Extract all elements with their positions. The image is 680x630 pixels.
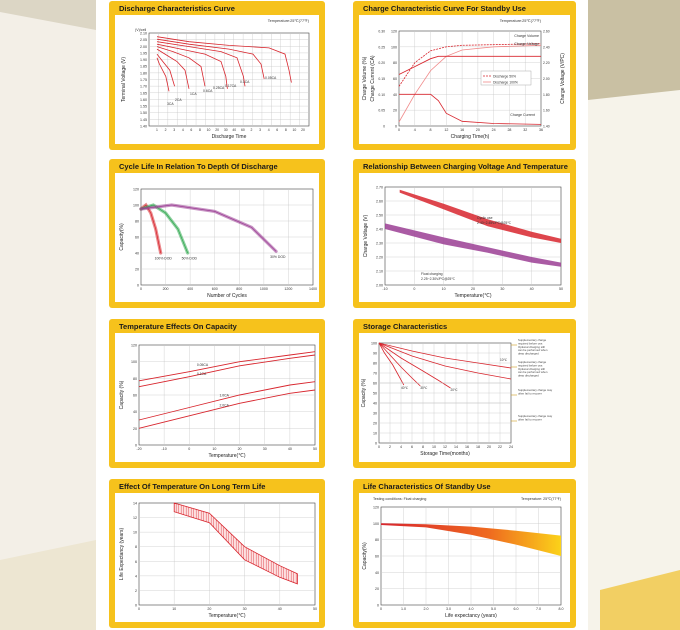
y-tick-label: 80 [135, 219, 139, 224]
x-axis-label: Discharge Time [211, 134, 247, 140]
x-tick-label: 1200 [284, 287, 293, 291]
y-tick-label: 2.20 [376, 255, 383, 260]
y-tick-label: 40 [375, 570, 379, 575]
y2-tick-label: 0.30 [378, 29, 385, 34]
life-title: Life Characteristics Of Standby Use [363, 482, 491, 491]
standby-chart-title: Charge Characteristic Curve For Standby Use [363, 4, 526, 13]
storage-title: Storage Characteristics [363, 322, 448, 331]
y-tick-label: 40 [393, 92, 397, 97]
charging-voltage-area [359, 173, 570, 302]
y-tick-label: 80 [133, 376, 137, 381]
x-tick-label: 30 [500, 287, 505, 291]
y-tick-label: 100 [131, 360, 137, 365]
y-tick-label: 60 [133, 393, 137, 398]
x-axis-label: Temperature(℃) [208, 453, 246, 459]
y-tick-label: 50 [373, 391, 377, 396]
life-panel [353, 479, 576, 628]
y-axis-label: Capacity (%) [361, 378, 367, 408]
y-tick-label: 10 [373, 431, 377, 436]
y-tick-label: 10 [133, 530, 137, 535]
y-tick-label: 1.85 [140, 64, 147, 69]
x-tick-label: 18 [476, 445, 480, 449]
y2-tick-label: 0.20 [378, 61, 385, 66]
x-tick-label: 40 [277, 607, 282, 611]
x-tick-label: 4 [181, 128, 184, 132]
y-tick-label: 0 [377, 603, 379, 608]
curve-label: 50% DOD [181, 256, 197, 261]
y-tick-label: 100 [391, 45, 397, 50]
curve-label: 1.0CA [219, 393, 229, 398]
y-tick-label: 80 [393, 61, 397, 66]
x-tick-label: 20 [475, 128, 480, 132]
x-tick-label: 20 [487, 445, 491, 449]
y-tick-label: 0 [395, 124, 397, 129]
x-tick-label: 0 [140, 287, 142, 291]
x-tick-label: 3 [173, 128, 176, 132]
charge-volume-label: Charge Volume [514, 34, 539, 38]
charging-voltage-chart [359, 173, 570, 302]
y-tick-label: 0 [135, 443, 137, 448]
x-tick-label: 0 [138, 607, 140, 611]
x-tick-label: 20 [237, 447, 242, 451]
standby-chart [359, 15, 570, 144]
y-right-tick-label: 2.00 [543, 77, 550, 81]
y-tick-label: 1.55 [140, 104, 147, 109]
temperature-capacity-panel [109, 319, 325, 468]
y-right-tick-label: 2.20 [543, 61, 550, 66]
y-tick-label: 120 [373, 505, 379, 510]
temperature-note: Temperature: 25℃(77℉) [520, 497, 561, 501]
x-tick-label: 1400 [309, 287, 317, 291]
x-tick-label: 1 [156, 128, 158, 132]
y-tick-label: 4 [135, 574, 137, 579]
x-tick-label: 16 [465, 445, 469, 449]
x-tick-label: 30 [262, 447, 267, 451]
y-tick-label: 40 [373, 401, 377, 406]
y2-tick-label: 0.10 [378, 92, 385, 97]
x-tick-label: 40 [287, 447, 292, 451]
x-tick-label: 10 [172, 607, 177, 611]
y-tick-label: 2.40 [376, 227, 383, 232]
x-tick-label: 8 [198, 128, 201, 132]
x-tick-label: 16 [460, 128, 465, 132]
y-tick-label: 8 [135, 545, 137, 550]
y-tick-label: 6 [135, 559, 137, 564]
longterm-chart [115, 493, 319, 622]
y-tick-label: 1.60 [140, 97, 147, 102]
x-tick-label: 24 [491, 128, 496, 132]
storage-note: Supplementary charge required before use. Optional charging still can be performed when deep discharged [518, 338, 548, 356]
y-tick-label: 20 [373, 421, 377, 426]
storage-note: Supplementary charge required before use. Optional charging still can be performed when deep discharged [518, 360, 548, 378]
x-tick-label: 3.0 [446, 607, 451, 611]
x-tick-label: 2 [164, 128, 167, 132]
curve-label: 0.1CA [240, 80, 250, 84]
x-tick-label: 400 [187, 287, 194, 291]
curve-label: 0.25CA [213, 86, 225, 90]
x-tick-label: 2 [389, 445, 391, 449]
x-tick-label: 20 [471, 287, 475, 291]
x-tick-label: 10 [292, 128, 297, 132]
y-tick-label: 14 [133, 501, 137, 506]
y-tick-label: 60 [135, 235, 139, 240]
y-tick-label: 1.40 [140, 124, 147, 129]
standby-chart-panel [353, 1, 576, 150]
y-tick-label: 60 [375, 554, 379, 559]
y-tick-label: 60 [393, 77, 397, 81]
x-tick-label: 30 [242, 607, 247, 611]
y-tick-label: 40 [135, 251, 139, 256]
y-tick-label: 120 [391, 29, 397, 34]
x-axis-label: Charging Time(h) [450, 134, 490, 140]
x-tick-label: 12 [443, 445, 447, 449]
x-tick-label: 60 [240, 128, 245, 132]
y-tick-label: 1.70 [140, 84, 147, 89]
curve-label: 30℃ [420, 386, 428, 390]
y2-tick-label: 0.25 [378, 45, 385, 50]
charge-current-label: Charge Current [510, 113, 535, 117]
y-axis-label: Capacity (%) [119, 380, 125, 410]
x-tick-label: 8 [429, 128, 432, 132]
x-tick-label: 200 [162, 287, 169, 291]
y-tick-label: 1.45 [140, 117, 147, 122]
discharge-chart-area [115, 15, 319, 144]
x-tick-label: 8.0 [558, 607, 564, 611]
float-charging-label: Float charging [421, 272, 443, 276]
y-tick-label: 2.50 [376, 213, 383, 218]
x-tick-label: -10 [382, 287, 388, 291]
curve-label: 20℃ [450, 388, 458, 392]
y-tick-label: 40 [133, 410, 137, 415]
y-tick-label: 0 [135, 603, 137, 608]
longterm-title: Effect Of Temperature On Long Term Life [119, 482, 266, 491]
y-right-tick-label: 1.60 [543, 108, 550, 113]
x-tick-label: 2 [250, 128, 253, 132]
y-axis-label: Charge Voltage (V) [363, 214, 369, 258]
cycle-chart-panel [109, 159, 325, 308]
y-tick-label: 1.90 [140, 58, 147, 63]
cycle-chart-title: Cycle Life In Relation To Depth Of Discharge [119, 162, 278, 171]
y-tick-label: 1.80 [140, 71, 147, 76]
legend-item: Discharge 50% [493, 74, 516, 79]
y-tick-label: 20 [135, 267, 139, 272]
x-tick-label: 8 [284, 128, 287, 132]
storage-note: Supplementary charge may often fail to recover [518, 414, 553, 422]
x-axis-label: Storage Time(months) [420, 451, 470, 457]
y-axis-label-volume: Charge Volume (%) [362, 56, 368, 101]
y-unit-label: (V)/cell [135, 28, 147, 32]
y-tick-label: 20 [393, 108, 397, 113]
y-tick-label: 2.60 [376, 199, 383, 204]
y-tick-label: 2.05 [140, 38, 147, 43]
y-tick-label: 100 [373, 521, 379, 526]
x-tick-label: 20 [215, 128, 220, 132]
y-tick-label: 60 [373, 381, 377, 386]
charging-voltage-title: Relationship Between Charging Voltage And Temperature [363, 162, 568, 171]
y2-tick-label: 0.15 [378, 77, 385, 81]
x-tick-label: -10 [161, 447, 167, 451]
storage-panel [353, 319, 576, 468]
x-tick-label: 50 [559, 287, 563, 291]
cyclic-use-label: 2.40~2.45V/PC@25℃ [477, 221, 512, 225]
y-right-tick-label: 1.40 [543, 124, 550, 129]
temperature-capacity-title: Temperature Effects On Capacity [119, 322, 237, 331]
x-tick-label: 12 [444, 128, 449, 132]
y-tick-label: 120 [131, 343, 137, 348]
y-axis-label-voltage: Charge Voltage (V/PC) [560, 53, 566, 104]
y-tick-label: 0 [137, 283, 139, 288]
x-tick-label: 6 [276, 128, 279, 132]
curve-label: 30% DOD [270, 254, 286, 259]
curve-label: 100% DOD [154, 256, 172, 261]
x-tick-label: 5.0 [491, 607, 496, 611]
x-tick-label: 40 [232, 128, 237, 132]
y-tick-label: 20 [133, 426, 137, 431]
temperature-note: Temperature:25℃(77℉) [499, 19, 541, 23]
x-tick-label: 32 [523, 128, 528, 132]
y-tick-label: 1.65 [140, 91, 147, 96]
storage-area [359, 333, 570, 462]
x-tick-label: 24 [509, 445, 513, 449]
x-tick-label: 0 [413, 287, 416, 291]
y-tick-label: 2.70 [376, 185, 383, 190]
x-tick-label: 8 [422, 445, 424, 449]
x-tick-label: 600 [211, 287, 218, 291]
x-tick-label: 20 [301, 128, 305, 132]
x-axis-label: Number of Cycles [207, 293, 247, 299]
y-tick-label: 1.50 [140, 111, 147, 116]
y-tick-label: 1.75 [140, 78, 147, 82]
x-tick-label: 10 [212, 447, 217, 451]
life-area [359, 493, 570, 622]
y-tick-label: 0 [375, 441, 377, 446]
curve-label: 40℃ [401, 386, 409, 390]
y-tick-label: 90 [373, 351, 377, 356]
standby-chart-area [359, 15, 570, 144]
discharge-chart-title: Discharge Characteristics Curve [119, 4, 235, 13]
y-tick-label: 2.30 [376, 241, 383, 246]
x-tick-label: 0 [378, 445, 380, 449]
y-right-tick-label: 2.40 [543, 45, 550, 50]
x-tick-label: 40 [529, 287, 534, 291]
cycle-chart-area [115, 173, 319, 302]
cyclic-use-label: Cyclic use [477, 216, 493, 220]
x-tick-label: 10 [206, 128, 211, 132]
discharge-chart-panel [109, 1, 325, 150]
y-tick-label: 30 [373, 411, 377, 416]
x-tick-label: 1000 [259, 287, 268, 291]
y-tick-label: 2 [135, 588, 137, 593]
x-tick-label: 6 [411, 445, 413, 449]
cycle-chart [115, 173, 319, 302]
temperature-capacity-area [115, 333, 319, 462]
x-tick-label: 28 [507, 128, 512, 132]
y-tick-label: 100 [371, 341, 377, 346]
y-tick-label: 80 [373, 361, 377, 366]
charge-voltage-label: Charge Voltage [514, 42, 539, 46]
y-tick-label: 100 [133, 203, 139, 208]
x-tick-label: 20 [207, 607, 212, 611]
x-tick-label: 1.0 [401, 607, 406, 611]
x-tick-label: 50 [313, 447, 317, 451]
temperature-note: Temperature:25℃(77℉) [267, 19, 309, 23]
x-tick-label: 6.0 [513, 607, 519, 611]
x-axis-label: Life expectancy (years) [445, 613, 497, 619]
charging-voltage-panel [353, 159, 576, 308]
x-tick-label: 0 [380, 607, 382, 611]
y-axis-label: Life Expectancy (years) [119, 527, 125, 581]
x-tick-label: 4 [267, 128, 270, 132]
curve-label: 0.05CA [196, 362, 209, 367]
storage-note: Supplementary charge may often fail to recover [518, 388, 553, 396]
x-tick-label: 6 [190, 128, 193, 132]
discharge-chart [115, 15, 319, 144]
y-tick-label: 120 [133, 187, 139, 192]
curve-label: 3CA [167, 102, 174, 106]
y-tick-label: 12 [133, 516, 137, 521]
curve-label: 1CA [190, 92, 197, 96]
longterm-panel [109, 479, 325, 628]
y-tick-label: 2.00 [376, 283, 383, 288]
legend-item: Discharge 100% [493, 80, 518, 85]
x-tick-label: 22 [498, 445, 502, 449]
curve-label: 0.6CA [203, 89, 213, 93]
y2-tick-label: 0.05 [378, 108, 385, 113]
y-axis-label: Capacity(%) [119, 223, 125, 251]
y-right-tick-label: 2.60 [543, 29, 550, 34]
test-conditions-note: Testing conditions: Float charging [373, 497, 427, 501]
x-tick-label: 2.0 [423, 607, 429, 611]
y-tick-label: 20 [375, 587, 379, 592]
x-tick-label: 800 [236, 287, 243, 291]
longterm-area [115, 493, 319, 622]
x-axis-label: Temperature(℃) [208, 613, 246, 619]
curve-label: 0.1CA [196, 372, 207, 376]
x-tick-label: 36 [539, 128, 543, 132]
plot-area [139, 503, 315, 605]
curve-label: 0.17CA [225, 84, 237, 88]
x-tick-label: 14 [454, 445, 458, 449]
y-tick-label: 2.10 [140, 31, 147, 36]
x-tick-label: 0 [398, 128, 400, 132]
float-charging-label: 2.25~2.30V/PC@25℃ [421, 277, 456, 281]
x-tick-label: 7.0 [536, 607, 541, 611]
x-tick-label: 10 [432, 445, 436, 449]
y-tick-label: 2.10 [376, 269, 383, 274]
x-tick-label: 4 [413, 128, 416, 132]
life-chart [359, 493, 570, 622]
y-tick-label: 2.00 [140, 44, 147, 49]
x-tick-label: 50 [313, 607, 317, 611]
x-tick-label: 4 [400, 445, 402, 449]
x-tick-label: 4.0 [468, 607, 474, 611]
y-axis-label: Terminal Voltage (V) [121, 56, 127, 103]
curve-label: 2.0CA [219, 403, 229, 408]
x-tick-label: 3 [259, 128, 262, 132]
y-tick-label: 1.95 [140, 51, 147, 56]
y2-tick-label: 0 [383, 124, 385, 129]
y-right-tick-label: 1.80 [543, 92, 550, 97]
curve-label: 10℃ [500, 358, 508, 362]
temperature-capacity-chart [115, 333, 319, 462]
curve-label: 0.05CA [265, 76, 277, 80]
x-tick-label: 10 [441, 287, 446, 291]
x-tick-label: 0 [188, 447, 191, 451]
y-tick-label: 70 [373, 371, 377, 376]
y-tick-label: 80 [375, 538, 379, 543]
storage-chart [359, 333, 570, 462]
x-tick-label: -20 [136, 447, 142, 451]
y-axis-label-current: Charge Current (CA) [370, 55, 376, 102]
x-tick-label: 30 [223, 128, 228, 132]
y-axis-label: Capacity(%) [362, 542, 368, 570]
curve-label: 2CA [175, 98, 182, 102]
x-axis-label: Temperature(℃) [454, 293, 492, 299]
